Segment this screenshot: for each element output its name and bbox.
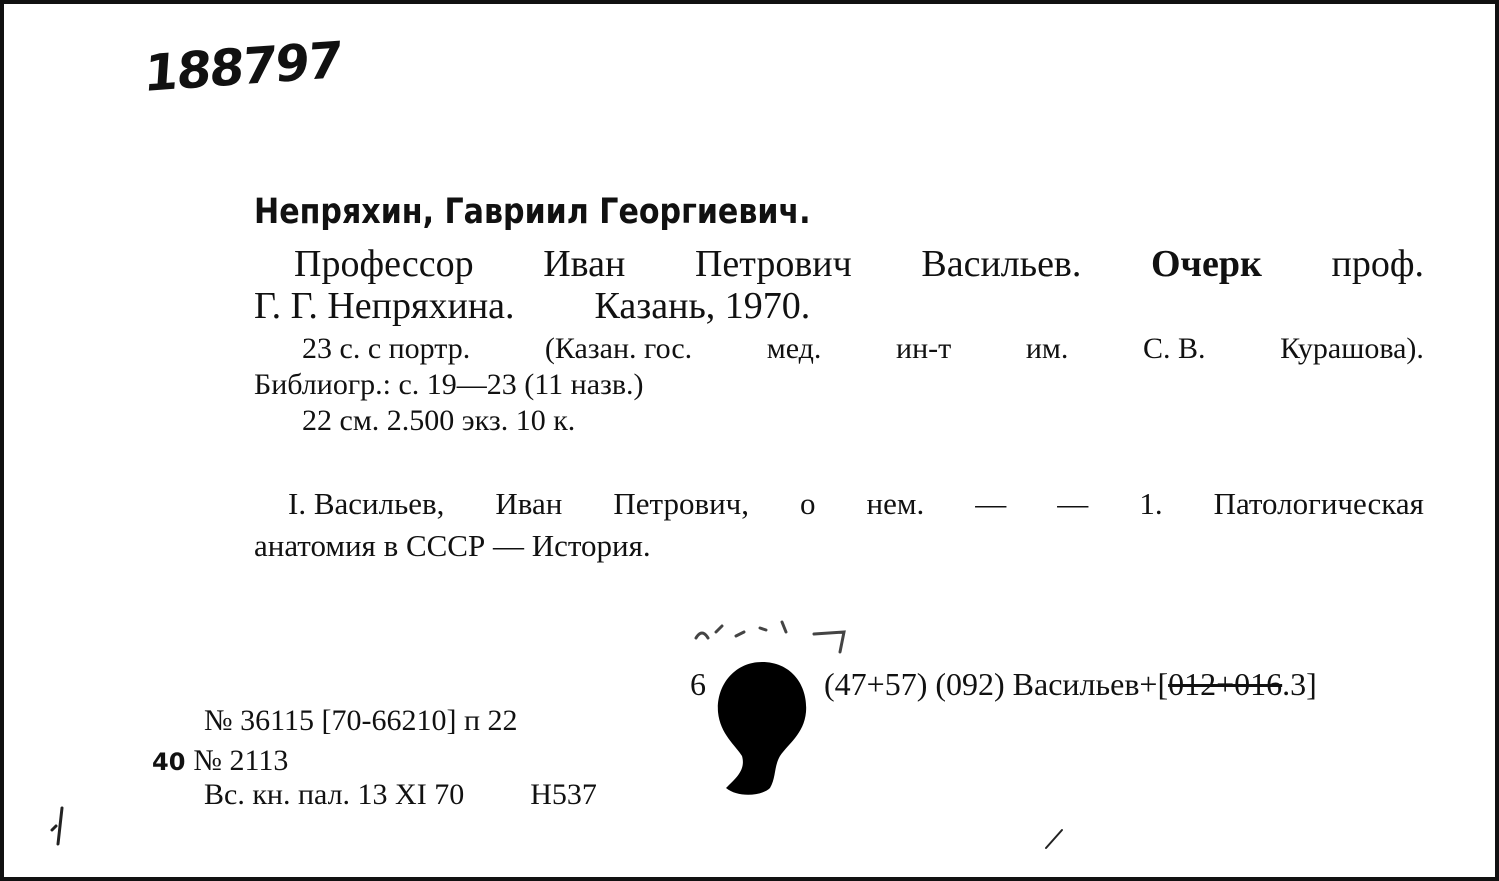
title-word: проф. bbox=[1331, 243, 1424, 285]
classification-prefix: 6 bbox=[690, 666, 706, 702]
subject-part: — bbox=[1057, 486, 1089, 521]
title-line-1 bbox=[254, 242, 1424, 286]
footer-line-3 bbox=[204, 778, 597, 812]
subjects-line-2: анатомия в СССР — История. bbox=[254, 528, 651, 563]
title-word: Профессор bbox=[294, 243, 474, 285]
title-word: Петрович bbox=[694, 243, 852, 285]
subject-part: Иван bbox=[495, 486, 563, 521]
description-line-2: Библиогр.: с. 19—23 (11 назв.) bbox=[254, 368, 644, 401]
handwritten-accession-number: 188797 bbox=[142, 30, 343, 104]
description-part: ин-т bbox=[896, 332, 952, 365]
classification-main: (47+57) (092) Васильев+[ bbox=[824, 666, 1169, 702]
footer-code: Н537 bbox=[530, 778, 597, 811]
subject-part: — bbox=[975, 486, 1007, 521]
title-word-bold: Очерк bbox=[1151, 243, 1262, 285]
subject-part: нем. bbox=[866, 486, 925, 521]
subject-part: Петрович, bbox=[613, 486, 750, 521]
title-responsibility: Г. Г. Непряхина. bbox=[254, 285, 515, 327]
title-line-2 bbox=[254, 284, 1424, 328]
description-part: (Казан. гос. bbox=[544, 332, 693, 365]
subject-part: 1. bbox=[1139, 486, 1163, 521]
author-heading: Непряхин, Гавриил Георгиевич. bbox=[254, 192, 811, 232]
margin-mark bbox=[1040, 824, 1070, 854]
footer-registration: № 2113 bbox=[193, 744, 289, 777]
description-part: Курашова). bbox=[1280, 332, 1424, 365]
footer-line-2 bbox=[152, 744, 288, 778]
publication-place-date: Казань, 1970. bbox=[594, 285, 811, 327]
description-line-1 bbox=[254, 332, 1424, 366]
subject-part: I. Васильев, bbox=[288, 486, 445, 521]
classification-suffix: .3] bbox=[1282, 666, 1317, 702]
subject-part: Патологическая bbox=[1213, 486, 1424, 521]
footer-chamber-date: Вс. кн. пал. 13 XI 70 bbox=[204, 778, 465, 811]
title-word: Иван bbox=[543, 243, 626, 285]
subject-part: о bbox=[800, 486, 816, 521]
description-part: 23 с. с портр. bbox=[302, 332, 471, 365]
classification-struck: 012+016 bbox=[1168, 666, 1283, 702]
description-line-3: 22 см. 2.500 экз. 10 к. bbox=[302, 404, 576, 437]
title-word: Васильев. bbox=[921, 243, 1082, 285]
description-part: мед. bbox=[766, 332, 822, 365]
description-part: им. bbox=[1025, 332, 1069, 365]
footer-number: 40 bbox=[152, 748, 186, 776]
subjects-line-1 bbox=[254, 486, 1424, 522]
footer-line-1: № 36115 [70-66210] п 22 bbox=[204, 704, 518, 737]
ink-blot bbox=[716, 660, 808, 798]
description-part: С. В. bbox=[1143, 332, 1206, 365]
handwritten-scribble bbox=[690, 608, 900, 658]
margin-mark bbox=[44, 804, 74, 854]
